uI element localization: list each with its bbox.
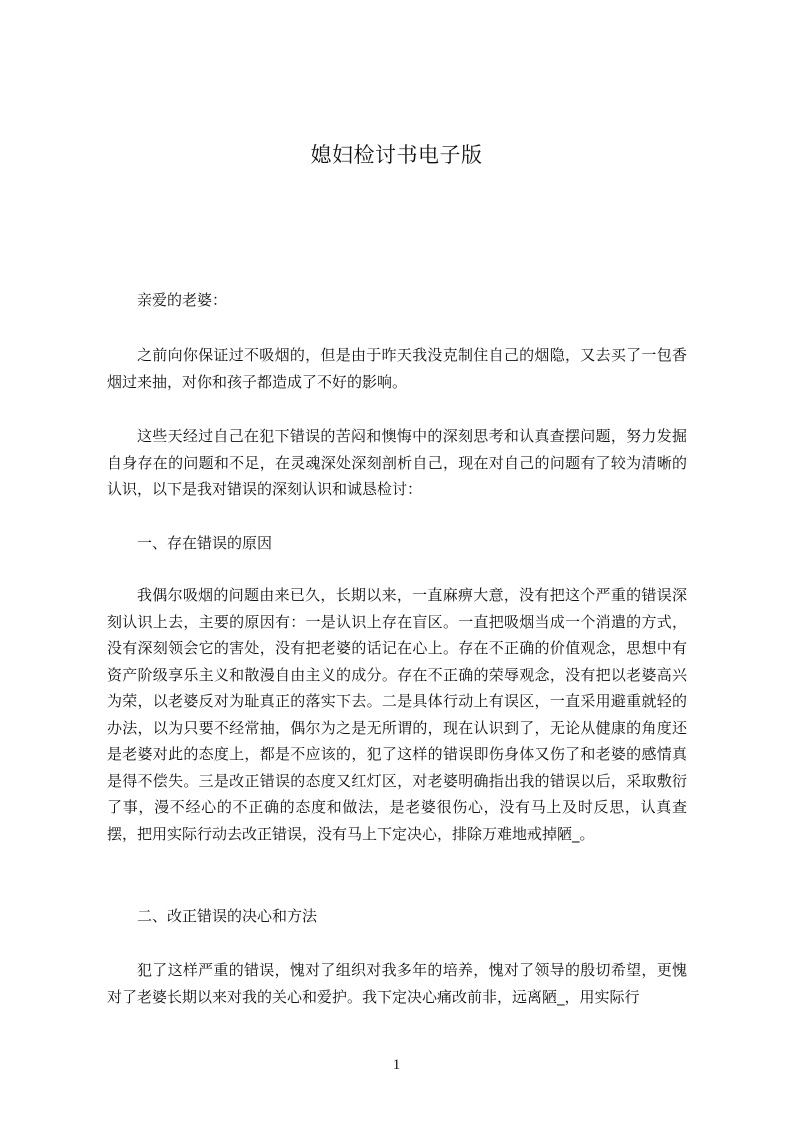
paragraph-resolution: 犯了这样严重的错误，愧对了组织对我多年的培养，愧对了领导的殷切希望，更愧对了老婆长期以来对我的关心和爱护。我下定决心痛改前非，远离陋_，用实际行 — [107, 961, 687, 1006]
salutation: 亲爱的老婆： — [137, 291, 228, 309]
page-number: 1 — [392, 1057, 401, 1073]
paragraph-reflection: 这些天经过自己在犯下错误的苦闷和懊悔中的深刻思考和认真查摆问题，努力发掘自身存在的问题和不足，在灵魂深处深刻剖析自己，现在对自己的问题有了较为清晰的认识，以下是我对错误的深刻认识和诚恳检讨： — [107, 427, 687, 498]
section-heading-causes: 一、存在错误的原因 — [137, 534, 273, 552]
paragraph-promise: 之前向你保证过不吸烟的，但是由于昨天我没克制住自己的烟隐，又去买了一包香烟过来抽，对你和孩子都造成了不好的影响。 — [107, 346, 687, 391]
paragraph-causes: 我偶尔吸烟的问题由来已久，长期以来，一直麻痹大意，没有把这个严重的错误深刻认识上去，主要的原因有：一是认识上存在盲区。一直把吸烟当成一个消遣的方式，没有深刻领会它的害处，没有把老婆的话记在心上。存在不正确的价值观念，思想中有资产阶级享乐主义和散漫自由主义的成分。存在不正确的荣辱观念，没有把以老婆高兴为荣，以老婆反对为耻真正的落实下去。二是具体行动上有误区，一直采用避重就轻的办法，以为只要不经常抽，偶尔为之是无所谓的，现在认识到了，无论从健康的角度还是老婆对此的态度上，都是不应该的，犯了这样的错误即伤身体又伤了和老婆的感情真是得不偿失。三是改正错误的态度又红灯区，对老婆明确指出我的错误以后，采取敷衍了事，漫不经心的不正确的态度和做法，是老婆很伤心，没有马上及时反思，认真查摆，把用实际行动去改正错误，没有马上下定决心，排除万难地戒掉陋_。 — [107, 586, 687, 843]
section-heading-resolution: 二、改正错误的决心和方法 — [137, 907, 318, 925]
document-title: 媳妇检讨书电子版 — [310, 143, 483, 167]
